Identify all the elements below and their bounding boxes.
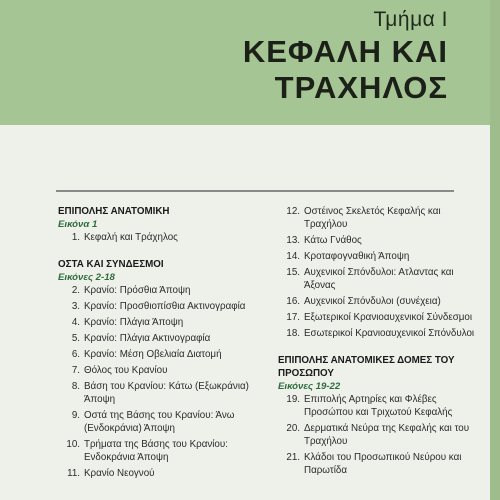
toc-entry: 5. Κρανίο: Πλάγια Ακτινογραφία: [71, 333, 211, 344]
section-label: Τμήμα Ι: [373, 8, 448, 31]
toc-group-heading: ΕΠΙΠΟΛΗΣ ΑΝΑΤΟΜΙΚΕΣ ΔΟΜΕΣ ΤΟΥ ΠΡΟΣΩΠΟΥ: [278, 355, 455, 379]
toc-entry: 12. Οστέινος Σκελετός Κεφαλής και Τραχήλου: [286, 206, 441, 230]
toc-right-column: [278, 205, 478, 480]
toc-entry: 17. Εξωτερικοί Κρανιοαυχενικοί Σύνδεσμοι: [286, 312, 473, 323]
toc-group-heading: ΕΠΙΠΟΛΗΣ ΑΝΑΤΟΜΙΚΗ: [58, 206, 170, 217]
toc-figure-range: Εικόνες 19-22: [278, 381, 341, 392]
toc-entry: 10. Τρήματα της Βάσης του Κρανίου: Ενδοκράνια Άποψη: [66, 439, 228, 463]
chapter-title-line: ΚΕΦΑΛΗ ΚΑΙ: [242, 34, 448, 69]
toc-entry: 9. Οστά της Βάσης του Κρανίου: Άνω (Ενδοκράνια) Άποψη: [71, 410, 235, 434]
toc-entry: 19. Επιπολής Αρτηρίες και Φλέβες Προσώπου και Τριχωτού Κεφαλής: [286, 394, 453, 418]
divider-rule: [56, 190, 454, 192]
toc-entry: 1. Κεφαλή και Τράχηλος: [71, 232, 178, 243]
toc-entry: 16. Αυχενικοί Σπόνδυλοι (συνέχεια): [286, 296, 441, 307]
toc-entry: 13. Κάτω Γνάθος: [286, 235, 362, 246]
chapter-title: [243, 34, 448, 106]
toc-entry: 21. Κλάδοι του Προσωπικού Νεύρου και Παρωτίδα: [286, 452, 462, 476]
toc-figure-range: Εικόνα 1: [58, 219, 98, 230]
toc-entry: 2. Κρανίο: Πρόσθια Άποψη: [71, 285, 191, 296]
toc-entry: 3. Κρανίο: Προσθιοπίσθια Ακτινογραφία: [71, 301, 246, 312]
toc-entry: 15. Αυχενικοί Σπόνδυλοι: Ατλαντας και Άξονας: [286, 267, 454, 291]
toc-entry: 20. Δερματικά Νεύρα της Κεφαλής και του Τραχήλου: [286, 423, 470, 447]
section-header-band: [0, 0, 490, 125]
toc-entry: 7. Θόλος του Κρανίου: [71, 365, 168, 376]
toc-entry: 11. Κρανίο Νεογνού: [67, 468, 155, 479]
chapter-title-line: ΤΡΑΧΗΛΟΣ: [274, 70, 448, 105]
toc-entry: 8. Βάση του Κρανίου: Κάτω (Εξωκράνια) Άποψη: [71, 381, 249, 405]
toc-entry: 14. Κροταφογναθική Άποψη: [286, 251, 410, 262]
toc-group-heading: ΟΣΤΑ ΚΑΙ ΣΥΝΔΕΣΜΟΙ: [58, 259, 164, 270]
toc-left-column: [58, 205, 258, 483]
toc-entry: 18. Εσωτερικοί Κρανιοαυχενικοί Σπόνδυλοι: [286, 328, 475, 339]
toc-figure-range: Εικόνες 2-18: [58, 272, 115, 283]
toc-entry: 6. Κρανίο: Μέση Οβελιαία Διατομή: [71, 349, 222, 360]
toc-entry: 4. Κρανίο: Πλάγια Άποψη: [71, 317, 184, 328]
